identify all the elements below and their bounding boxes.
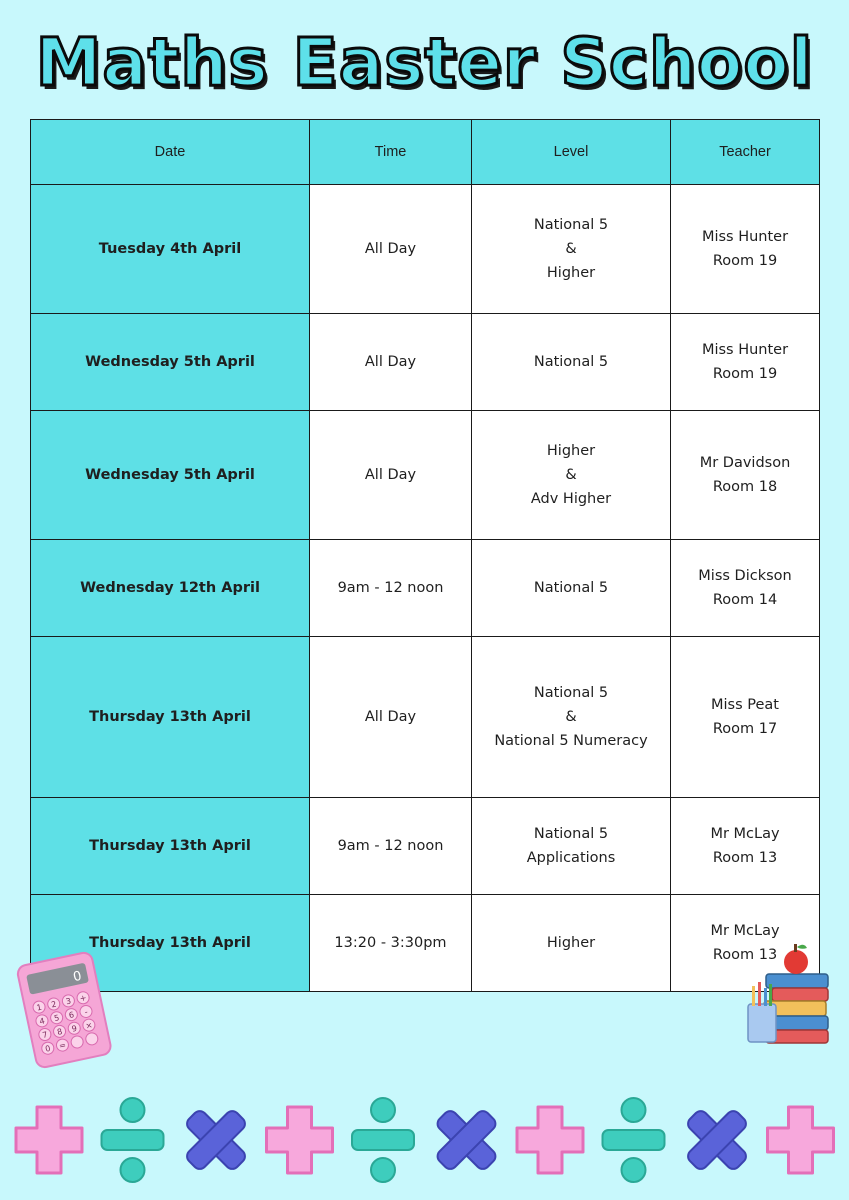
calculator-key-label: 6 — [68, 1010, 75, 1021]
date-cell: Wednesday 5th April — [31, 411, 310, 540]
calculator-key-label: 1 — [35, 1002, 43, 1013]
teacher-room: Room 17 — [712, 721, 778, 737]
level-line: National 5 — [533, 685, 609, 701]
table-row — [31, 798, 820, 895]
level-line: Higher — [546, 265, 596, 281]
calculator-key-label: 2 — [50, 999, 58, 1010]
table-row — [31, 540, 820, 637]
calculator-key-label: × — [84, 1020, 94, 1031]
calculator-key-label: 8 — [56, 1026, 64, 1037]
date-cell: Thursday 13th April — [31, 895, 310, 992]
table-row — [31, 314, 820, 411]
footer-symbols — [0, 1088, 849, 1188]
teacher-room: Room 13 — [712, 947, 778, 963]
time-cell: All Day — [310, 411, 472, 540]
column-header-teacher: Teacher — [671, 120, 820, 185]
teacher-cell — [671, 637, 820, 798]
calculator-key-label: 9 — [70, 1023, 78, 1034]
teacher-cell — [671, 411, 820, 540]
teacher-room: Room 14 — [712, 592, 778, 608]
teacher-name: Mr McLay — [710, 826, 780, 842]
teacher-name: Miss Hunter — [701, 342, 789, 358]
times-icon — [435, 1108, 499, 1172]
divide-icon — [102, 1098, 164, 1182]
page-title: Maths Easter School — [35, 24, 814, 101]
teacher-room: Room 18 — [712, 479, 778, 495]
divide-icon — [352, 1098, 414, 1182]
level-cell — [472, 637, 671, 798]
plus-icon — [517, 1107, 583, 1173]
time-cell: 9am - 12 noon — [310, 798, 472, 895]
table-row — [31, 185, 820, 314]
teacher-room: Room 19 — [712, 366, 778, 382]
level-cell — [472, 540, 671, 637]
calculator-key-label: 7 — [41, 1030, 49, 1040]
level-cell — [472, 314, 671, 411]
divide-icon — [603, 1098, 665, 1182]
level-line: & — [565, 241, 577, 257]
teacher-name: Miss Peat — [711, 697, 779, 713]
level-cell — [472, 185, 671, 314]
calculator-key-label: + — [78, 993, 88, 1004]
teacher-room: Room 13 — [712, 850, 778, 866]
books-apple-icon — [744, 938, 834, 1050]
table-header-row — [31, 120, 820, 185]
calculator-key-label: - — [83, 1007, 89, 1017]
plus-icon — [768, 1107, 834, 1173]
date-cell: Wednesday 12th April — [31, 540, 310, 637]
date-cell: Thursday 13th April — [31, 637, 310, 798]
level-line: Higher — [546, 443, 596, 459]
level-line: National 5 — [533, 826, 609, 842]
level-line: & — [565, 709, 577, 725]
time-cell: 9am - 12 noon — [310, 540, 472, 637]
teacher-name: Mr McLay — [710, 923, 780, 939]
plus-icon — [16, 1107, 82, 1173]
teacher-room: Room 19 — [712, 253, 778, 269]
table-row — [31, 411, 820, 540]
column-header-time: Time — [310, 120, 472, 185]
calculator-key-label: = — [58, 1040, 67, 1051]
date-cell: Tuesday 4th April — [31, 185, 310, 314]
time-cell: All Day — [310, 185, 472, 314]
teacher-name: Mr Davidson — [699, 455, 791, 471]
level-line: Adv Higher — [530, 491, 612, 507]
level-line: National 5 — [533, 354, 609, 370]
date-cell: Thursday 13th April — [31, 798, 310, 895]
teacher-cell — [671, 798, 820, 895]
schedule-table — [30, 119, 820, 992]
times-icon — [184, 1108, 248, 1172]
calculator-key-label: 0 — [44, 1043, 52, 1054]
level-line: Applications — [526, 850, 616, 866]
teacher-cell — [671, 314, 820, 411]
time-cell: All Day — [310, 314, 472, 411]
time-cell: 13:20 - 3:30pm — [310, 895, 472, 992]
table-row — [31, 895, 820, 992]
level-cell — [472, 895, 671, 992]
level-cell — [472, 798, 671, 895]
level-line: National 5 — [533, 580, 609, 596]
times-icon — [685, 1108, 749, 1172]
calculator-key-label: 4 — [38, 1016, 46, 1027]
level-line: National 5 — [533, 217, 609, 233]
teacher-cell — [671, 540, 820, 637]
column-header-date: Date — [31, 120, 310, 185]
teacher-name: Miss Hunter — [701, 229, 789, 245]
calculator-icon — [12, 948, 116, 1070]
plus-icon — [267, 1107, 333, 1173]
teacher-name: Miss Dickson — [698, 568, 792, 584]
date-cell: Wednesday 5th April — [31, 314, 310, 411]
table-row — [31, 637, 820, 798]
time-cell: All Day — [310, 637, 472, 798]
level-line: National 5 Numeracy — [494, 733, 648, 749]
calculator-key-label: 5 — [53, 1013, 61, 1024]
column-header-level: Level — [472, 120, 671, 185]
calculator-key-label: 3 — [65, 996, 72, 1007]
level-line: & — [565, 467, 577, 483]
level-line: Higher — [546, 935, 596, 951]
teacher-cell — [671, 185, 820, 314]
calculator-display: 0 — [71, 968, 84, 986]
level-cell — [472, 411, 671, 540]
